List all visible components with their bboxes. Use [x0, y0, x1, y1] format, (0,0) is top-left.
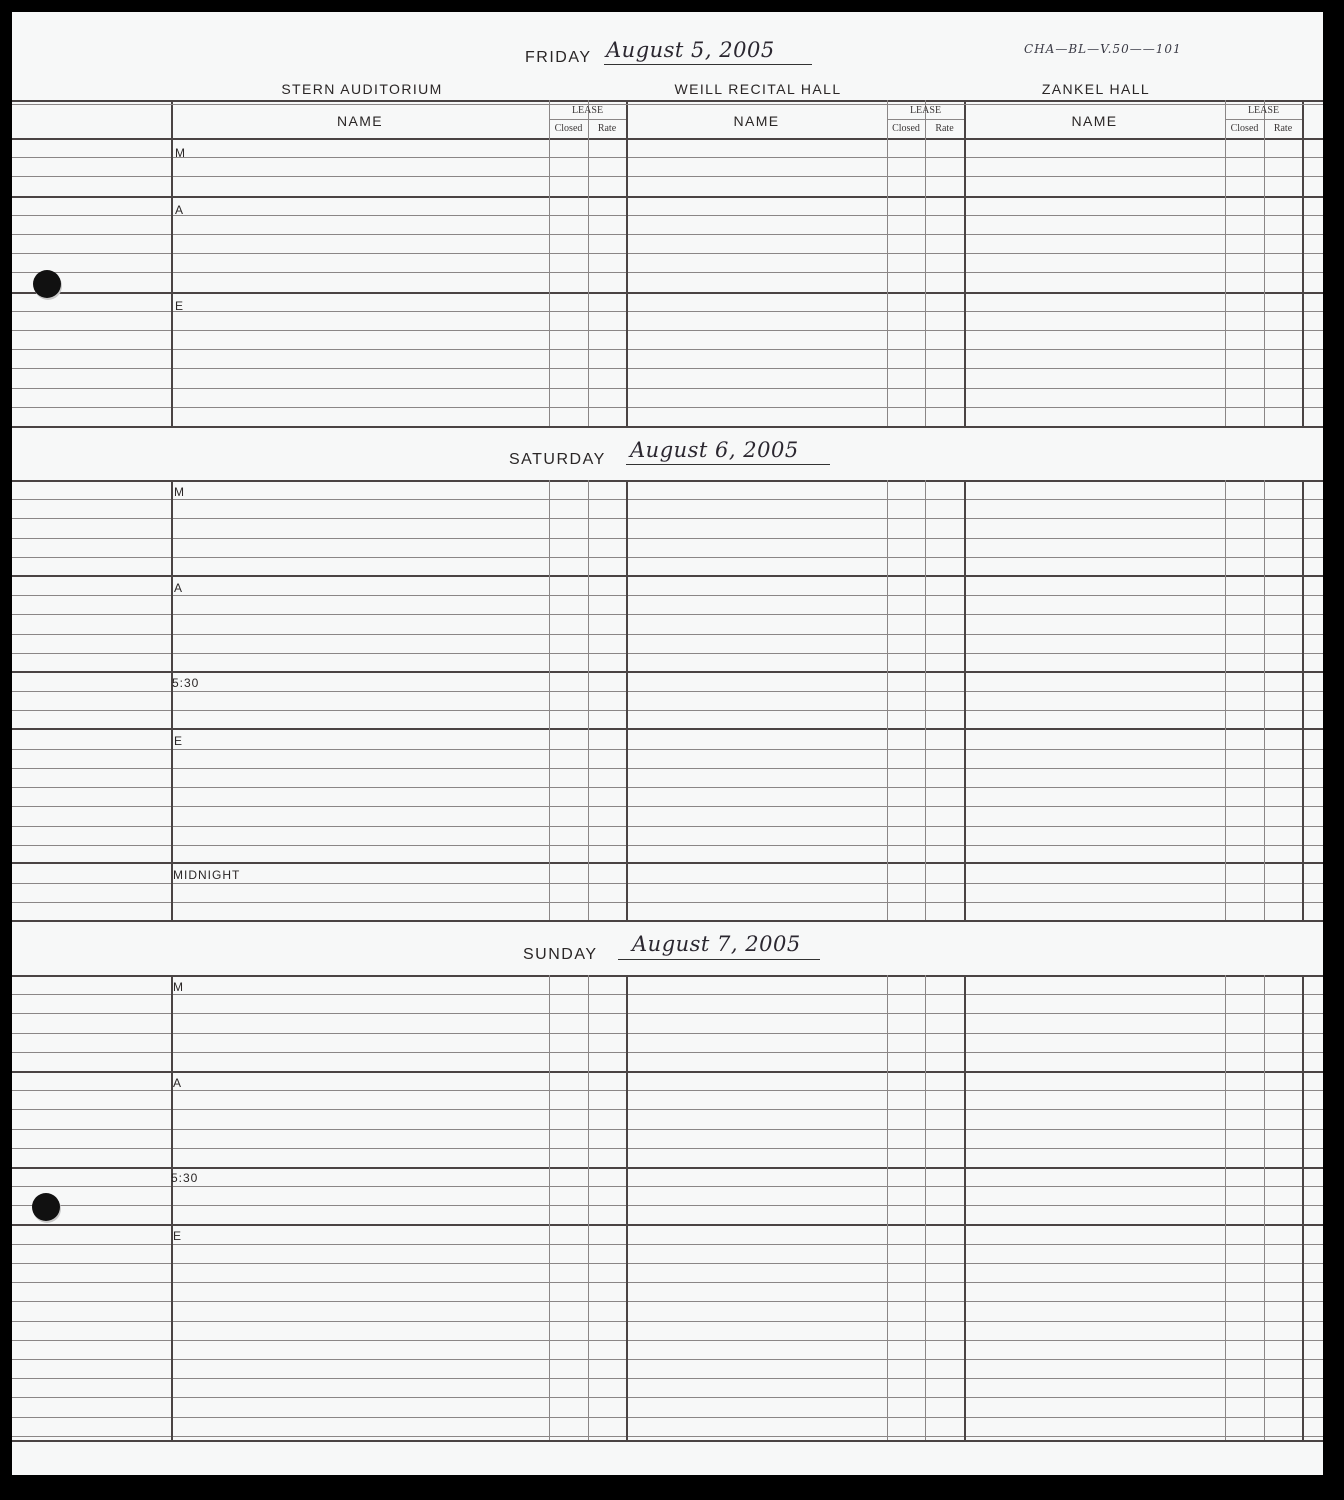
ruled-line	[12, 234, 1323, 235]
date-underline-friday	[604, 64, 812, 65]
ruled-line	[12, 883, 1323, 884]
column-rule	[887, 480, 888, 920]
ruled-line	[12, 349, 1323, 350]
day-title-friday: FRIDAY	[525, 49, 592, 66]
ruled-line-major	[12, 100, 1323, 102]
column-rule	[549, 480, 550, 920]
ruled-line-major	[12, 480, 1323, 482]
handwritten-date-sunday: August 7, 2005	[632, 932, 801, 956]
ruled-line	[12, 388, 1323, 389]
ruled-line	[12, 368, 1323, 369]
ruled-line	[12, 311, 1323, 312]
ruled-line	[12, 826, 1323, 827]
ruled-line-major	[12, 862, 1323, 864]
ruled-line-major	[12, 1167, 1323, 1169]
ruled-line-major	[12, 138, 1323, 140]
column-rule	[887, 975, 888, 1440]
column-rule-major	[626, 480, 628, 920]
ruled-line	[12, 710, 1323, 711]
ruled-line	[12, 215, 1323, 216]
ruled-line	[12, 1417, 1323, 1418]
ruled-line-major	[12, 426, 1323, 428]
column-rule-major	[1302, 100, 1304, 426]
marker-friday-morning: M	[175, 146, 186, 160]
ledger-page	[12, 12, 1323, 1475]
hall-heading-zankel: ZANKEL HALL	[1041, 81, 1151, 97]
ruled-line	[12, 1013, 1323, 1014]
ruled-line	[12, 538, 1323, 539]
marker-saturday-evening: E	[174, 734, 184, 748]
column-rule	[1264, 975, 1265, 1440]
ruled-line	[12, 1321, 1323, 1322]
column-rule	[1225, 975, 1226, 1440]
column-rule	[549, 100, 550, 426]
marker-saturday-midnight: MIDNIGHT	[173, 868, 241, 882]
ruled-line	[12, 768, 1323, 769]
ruled-line	[12, 749, 1323, 750]
marker-saturday-morning: M	[174, 485, 185, 499]
ruled-line	[549, 119, 626, 120]
day-title-saturday: SATURDAY	[509, 451, 606, 468]
closed-column-header: Closed	[554, 123, 583, 134]
ruled-line	[12, 994, 1323, 995]
ruled-line	[12, 1244, 1323, 1245]
ruled-line	[12, 272, 1323, 273]
ruled-line	[12, 1263, 1323, 1264]
column-rule-major	[626, 975, 628, 1440]
ruled-line	[12, 330, 1323, 331]
marker-sunday-morning: M	[173, 980, 184, 994]
marker-sunday-afternoon: A	[173, 1076, 183, 1090]
binder-hole	[33, 270, 61, 298]
ruled-line	[887, 119, 964, 120]
column-rule-major	[1302, 975, 1304, 1440]
ruled-line	[12, 1436, 1323, 1437]
column-rule	[925, 100, 926, 426]
ruled-line	[12, 1148, 1323, 1149]
ruled-line	[12, 595, 1323, 596]
column-rule	[1264, 480, 1265, 920]
column-rule	[1225, 480, 1226, 920]
ruled-line	[12, 1301, 1323, 1302]
closed-column-header: Closed	[1230, 123, 1259, 134]
ruled-line	[12, 1205, 1323, 1206]
name-column-header: NAME	[1071, 113, 1118, 129]
ruled-line	[12, 1378, 1323, 1379]
ruled-line-major	[12, 728, 1323, 730]
ruled-line	[12, 614, 1323, 615]
ruled-line	[12, 845, 1323, 846]
lease-column-header: LEASE	[1247, 105, 1280, 116]
hall-heading-stern: STERN AUDITORIUM	[281, 81, 443, 97]
ruled-line-major	[12, 1071, 1323, 1073]
ruled-line	[1225, 119, 1302, 120]
marker-sunday-evening: E	[173, 1229, 183, 1243]
ruled-line	[12, 518, 1323, 519]
ruled-line	[12, 806, 1323, 807]
handwritten-date-saturday: August 6, 2005	[630, 438, 799, 462]
column-rule	[1225, 100, 1226, 426]
rate-column-header: Rate	[597, 123, 617, 134]
rate-column-header: Rate	[1273, 123, 1293, 134]
handwritten-date-friday: August 5, 2005	[606, 38, 775, 62]
column-rule	[549, 975, 550, 1440]
date-underline-sunday	[618, 959, 820, 960]
lease-column-header: LEASE	[571, 105, 604, 116]
ruled-line-major	[12, 671, 1323, 673]
column-rule	[887, 100, 888, 426]
binder-hole	[32, 1193, 60, 1221]
column-rule	[588, 100, 589, 426]
ruled-line	[12, 157, 1323, 158]
marker-saturday-530: 5:30	[172, 676, 200, 690]
ruled-line	[12, 902, 1323, 903]
column-rule-major	[171, 100, 173, 426]
column-rule-major	[964, 100, 966, 426]
column-rule-major	[964, 975, 966, 1440]
rate-column-header: Rate	[935, 123, 954, 134]
ruled-line	[12, 499, 1323, 500]
column-rule-major	[964, 480, 966, 920]
ruled-line	[12, 1340, 1323, 1341]
column-rule	[925, 975, 926, 1440]
ruled-line	[12, 1359, 1323, 1360]
name-column-header: NAME	[733, 113, 780, 129]
ruled-line	[12, 1109, 1323, 1110]
ruled-line	[12, 1186, 1323, 1187]
ruled-line-major	[12, 575, 1323, 577]
ruled-line	[12, 787, 1323, 788]
lease-column-header: LEASE	[909, 105, 942, 116]
ruled-line	[12, 1129, 1323, 1130]
column-rule-major	[171, 480, 173, 920]
ruled-line	[12, 1033, 1323, 1034]
archive-reference: CHA—BL—V.50——101	[1024, 42, 1182, 56]
ruled-line-major	[12, 975, 1323, 977]
ruled-line	[12, 634, 1323, 635]
ruled-line	[12, 691, 1323, 692]
ruled-line-major	[12, 1224, 1323, 1226]
column-rule	[1264, 100, 1265, 426]
ruled-line	[12, 1397, 1323, 1398]
column-rule	[925, 480, 926, 920]
name-column-header: NAME	[336, 113, 384, 129]
ruled-line	[12, 557, 1323, 558]
marker-friday-evening: E	[175, 299, 185, 313]
marker-friday-afternoon: A	[175, 203, 185, 217]
ruled-line-major	[12, 1440, 1323, 1442]
ruled-line	[12, 1090, 1323, 1091]
column-rule-major	[626, 100, 628, 426]
column-rule-major	[1302, 480, 1304, 920]
hall-heading-weill: WEILL RECITAL HALL	[674, 81, 842, 97]
marker-saturday-afternoon: A	[174, 581, 184, 595]
column-rule	[588, 975, 589, 1440]
ruled-line	[12, 253, 1323, 254]
ruled-line	[12, 407, 1323, 408]
ruled-line	[12, 1052, 1323, 1053]
ruled-line-major	[12, 920, 1323, 922]
closed-column-header: Closed	[892, 123, 920, 134]
marker-sunday-530: 5:30	[171, 1171, 199, 1185]
ruled-line	[12, 176, 1323, 177]
ruled-line-major	[12, 292, 1323, 294]
day-title-sunday: SUNDAY	[523, 946, 598, 963]
ruled-line	[12, 1282, 1323, 1283]
ruled-line	[12, 653, 1323, 654]
ruled-line-major	[12, 196, 1323, 198]
date-underline-saturday	[626, 464, 830, 465]
ruled-line	[12, 104, 1323, 105]
column-rule	[588, 480, 589, 920]
column-rule-major	[171, 975, 173, 1440]
